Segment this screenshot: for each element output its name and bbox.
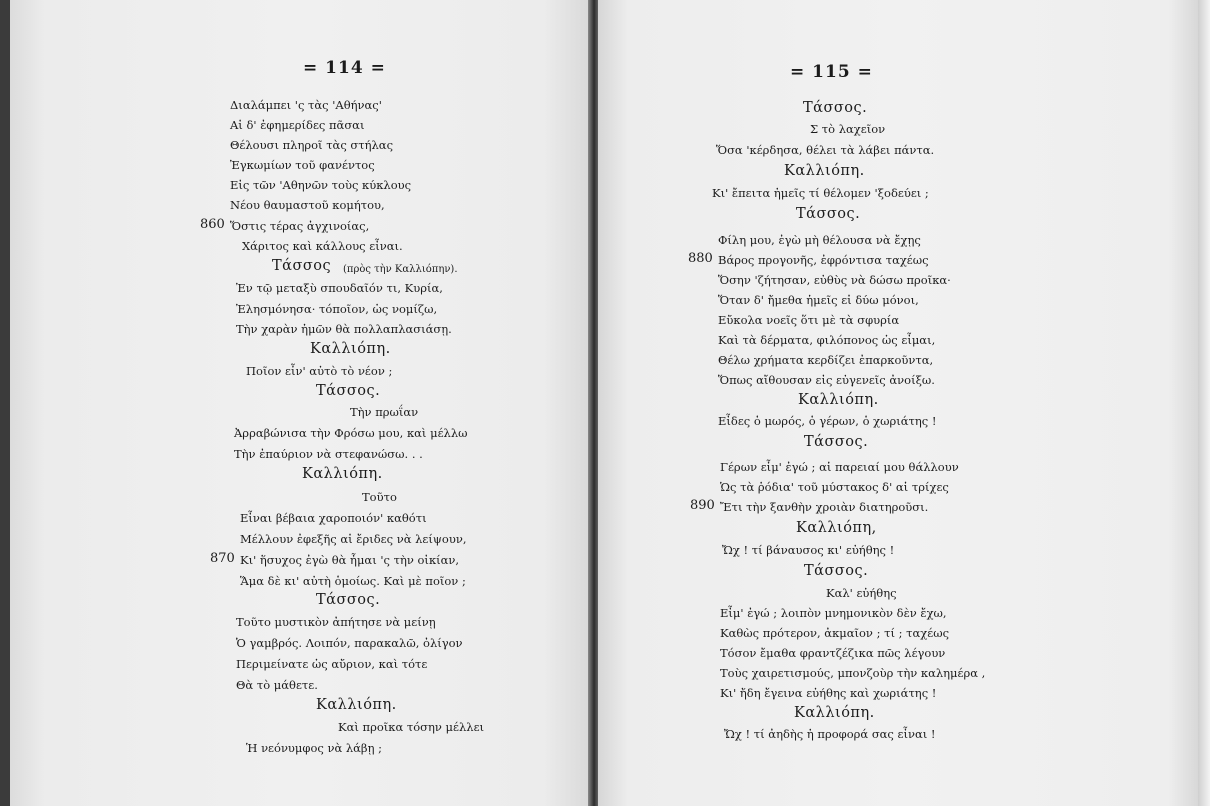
verse-line: Θέλω χρήματα κερδίζει ἐπαρκοῦντα,	[718, 353, 934, 367]
speaker-name: Καλλιόπη,	[796, 520, 877, 536]
verse-line: Ὤχ ! τί βάναυσος κι' εὐήθης !	[722, 543, 895, 557]
verse-line: Νέου θαυμαστοῦ κομήτου,	[230, 198, 385, 212]
verse-line: Ὁ γαμβρός. Λοιπόν, παρακαλῶ, ὀλίγον	[236, 636, 463, 650]
verse-line: Καὶ προῖκα τόσην μέλλει	[338, 720, 485, 734]
verse-line: Ἐλησμόνησα· τόποῖον, ὡς νομίζω,	[236, 302, 438, 316]
verse-line: Βάρος προγονῆς, ἐφρόντισα ταχέως	[718, 253, 929, 267]
verse-line: Κι' ἥσυχος ἐγὼ θὰ ἦμαι 'ς τὴν οἰκίαν,	[240, 553, 460, 567]
verse-line: Τοῦτο μυστικὸν ἀπήτησε νὰ μείνῃ	[236, 615, 436, 629]
verse-line: Σ τὸ λαχεῖον	[810, 122, 886, 136]
speaker-name: Καλλιόπη.	[798, 392, 879, 408]
verse-line: Γέρων εἶμ' ἐγώ ; αἱ παρειαί μου θάλλουν	[720, 460, 959, 474]
verse-line: Κι' ἤδη ἔγεινα εὐήθης καὶ χωριάτης !	[720, 686, 937, 700]
verse-line: Ἅμα δὲ κι' αὐτὴ ὁμοίως. Καὶ μὲ ποῖον ;	[240, 574, 466, 588]
verse-line: Θὰ τὸ μάθετε.	[236, 678, 318, 692]
speaker-name: Τάσσος	[272, 258, 332, 274]
speaker-name: Τάσσος.	[316, 592, 381, 608]
verse-line: Ὅταν δ' ἤμεθα ἡμεῖς εἰ δύω μόνοι,	[718, 293, 919, 307]
verse-line: Περιμείνατε ὡς αὔριον, καὶ τότε	[236, 657, 428, 671]
speaker-name: Τάσσος.	[316, 383, 381, 399]
stage-direction: (πρὸς τὴν Καλλιόπην).	[343, 264, 458, 275]
verse-line: Φίλη μου, ἐγὼ μὴ θέλουσα νὰ ἔχῃς	[718, 233, 921, 247]
verse-line: Εἶμ' ἐγώ ; λοιπὸν μνημονικὸν δὲν ἔχω,	[720, 606, 947, 620]
verse-line: Εἶναι βέβαια χαροποιόν' καθότι	[240, 511, 427, 525]
verse-line: Ὅπως αἴθουσαν εἰς εὐγενεῖς ἀνοίξω.	[718, 373, 935, 387]
speaker-name: Τάσσος.	[796, 206, 861, 222]
verse-line: Τὴν χαρὰν ἡμῶν θὰ πολλαπλασιάσῃ.	[236, 322, 452, 336]
speaker-name: Τάσσος.	[803, 100, 868, 116]
line-number: 860	[200, 217, 225, 232]
verse-line: Καλ' εὐήθης	[826, 586, 897, 600]
verse-line: Τοῦτο	[362, 490, 397, 504]
verse-line: Ὡς τὰ ῥόδια' τοῦ μύστακος δ' αἱ τρίχες	[720, 480, 949, 494]
speaker-name: Καλλιόπη.	[794, 705, 875, 721]
verse-line: Ὅσην 'ζήτησαν, εὐθὺς νὰ δώσω προῖκα·	[718, 273, 951, 287]
line-number: 870	[210, 551, 235, 566]
verse-line: Ποῖον εἶν' αὐτὸ τὸ νέον ;	[246, 364, 393, 378]
page-number: = 114 =	[303, 58, 386, 78]
verse-line: Ἀρραβώνισα τὴν Φρόσω μου, καὶ μέλλω	[234, 426, 468, 440]
verse-line: Τοὺς χαιρετισμούς, μπονζοὺρ τὴν καλημέρα ,	[720, 666, 986, 680]
verse-line: Διαλάμπει 'ς τὰς 'Αθήνας'	[230, 98, 382, 112]
line-number: 880	[688, 251, 713, 266]
speaker-name: Καλλιόπη.	[784, 163, 865, 179]
verse-line: Ἐγκωμίων τοῦ φανέντος	[230, 158, 375, 172]
verse-line: Εὔκολα νοεῖς ὅτι μὲ τὰ σφυρία	[718, 313, 900, 327]
speaker-name: Καλλιόπη.	[302, 466, 383, 482]
verse-line: Τόσον ἔμαθα φραντζέζικα πῶς λέγουν	[720, 646, 946, 660]
speaker-name: Καλλιόπη.	[310, 341, 391, 357]
verse-line: Ἡ νεόνυμφος νὰ λάβῃ ;	[246, 741, 383, 755]
verse-line: Μέλλουν ἐφεξῆς αἱ ἔριδες νὰ λείψουν,	[240, 532, 467, 546]
verse-line: Τὴν ἐπαύριον νὰ στεφανώσω. . .	[234, 447, 423, 461]
right-page	[598, 0, 1198, 806]
verse-line: Εἰς τῶν 'Αθηνῶν τοὺς κύκλους	[230, 178, 412, 192]
speaker-name: Τάσσος.	[804, 563, 869, 579]
verse-line: Εἶδες ὁ μωρός, ὁ γέρων, ὁ χωριάτης !	[718, 414, 937, 428]
verse-line: Τὴν πρωΐαν	[350, 405, 419, 419]
verse-line: Ὅστις τέρας ἀγχινοίας,	[230, 219, 370, 233]
page-edge	[1198, 0, 1210, 806]
verse-line: Χάριτος καὶ κάλλους εἶναι.	[242, 239, 403, 253]
verse-line: Ὤχ ! τί ἀηδὴς ἡ προφορά σας εἶναι !	[724, 727, 936, 741]
verse-line: Θέλουσι πληροῖ τὰς στήλας	[230, 138, 394, 152]
verse-line: Ἔτι τὴν ξανθὴν χροιὰν διατηροῦσι.	[720, 500, 929, 514]
speaker-name: Τάσσος.	[804, 434, 869, 450]
verse-line: Αἱ δ' ἐφημερίδες πᾶσαι	[230, 118, 365, 132]
verse-line: Ἐν τῷ μεταξὺ σπουδαῖόν τι, Κυρία,	[236, 281, 443, 295]
verse-line: Καὶ τὰ δέρματα, φιλόπονος ὡς εἶμαι,	[718, 333, 936, 347]
verse-line: Ὅσα 'κέρδησα, θέλει τὰ λάβει πάντα.	[716, 143, 935, 157]
line-number: 890	[690, 498, 715, 513]
speaker-name: Καλλιόπη.	[316, 697, 397, 713]
left-page	[10, 0, 590, 806]
verse-line: Καθὼς πρότερον, ἀκμαῖον ; τί ; ταχέως	[720, 626, 950, 640]
page-number: = 115 =	[790, 62, 873, 82]
verse-line: Κι' ἔπειτα ἡμεῖς τί θέλομεν 'ξοδεύει ;	[712, 186, 929, 200]
